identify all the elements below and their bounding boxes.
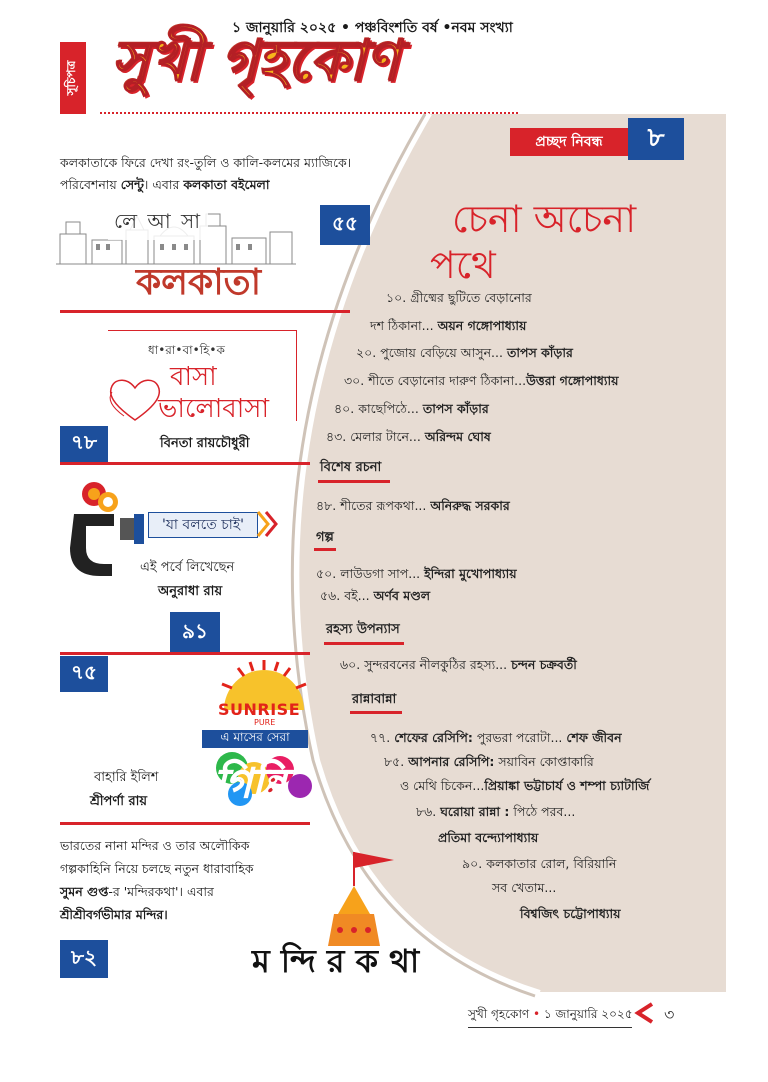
serial-title-line2: ভালোবাসা <box>158 394 269 424</box>
cover-label-banner <box>510 128 628 156</box>
toc-item[interactable]: ৪৮. শীতের রূপকথা... অনিরুদ্ধ সরকার <box>316 498 510 513</box>
section-divider <box>60 310 350 313</box>
magazine-title: সুখী গৃহকোণ <box>112 29 400 94</box>
kolkata-page-number: ৫৫ <box>320 205 370 245</box>
section-heading-cooking: রান্নাবান্না <box>352 692 397 707</box>
chevron-right-icon <box>256 510 280 538</box>
cover-page-number: ৮ <box>628 118 684 160</box>
toc-item[interactable]: ৬০. সুন্দরবনের নীলকুঠির রহস্য... চন্দন চক্রবর্তী <box>340 657 577 672</box>
toc-item[interactable]: ৪৩. মেলার টানে... অরিন্দম ঘোষ <box>326 429 491 444</box>
toc-item[interactable]: বিশ্বজিৎ চট্টোপাধ্যায় <box>520 906 621 921</box>
toc-item[interactable]: ও মেথি চিকেন...প্রিয়াঙ্কা ভট্টাচার্য ও শম্পা চ্যাটার্জি <box>400 778 650 793</box>
cover-title-line2: পথে <box>430 243 496 287</box>
toc-item[interactable]: সব খেতাম... <box>492 880 557 895</box>
footer-title: সুখী গৃহকোণ <box>468 1007 530 1021</box>
section-underline <box>350 711 402 714</box>
opinion-line: এই পর্বে লিখেছেন <box>140 560 235 575</box>
temple-logo: ম ন্দি র ক থা <box>252 942 420 980</box>
toc-item[interactable]: ৩০. শীতে বেড়ানোর দারুণ ঠিকানা...উত্তরা গঙ্গোপাধ্যায় <box>344 373 619 388</box>
ginni-title: গিন্নি <box>214 761 286 807</box>
section-heading-story: গল্প <box>316 530 334 545</box>
index-label: সূচিপত্র <box>64 60 78 96</box>
toc-item[interactable]: ৮৬. ঘরোয়া রান্না : পিঠে পরব... <box>416 804 576 819</box>
sunrise-brand-sub: PURE <box>254 718 276 727</box>
cover-label: প্রচ্ছদ নিবন্ধ <box>535 134 603 150</box>
opinion-page-number: ৯১ <box>170 612 220 654</box>
recipe-caption: বাহারি ইলিশ <box>94 770 159 785</box>
dateline: ১ জানুয়ারি ২০২৫ • পঞ্চবিংশতি বর্ষ •নবম সংখ্যা <box>232 20 513 36</box>
section-heading-special: বিশেষ রচনা <box>320 460 382 475</box>
sunrise-page-number: ৭৫ <box>60 656 108 692</box>
section-underline <box>314 548 336 551</box>
footer-page-number: ৩ <box>664 1005 675 1024</box>
opinion-banner-text: 'যা বলতে চাই' <box>162 517 244 533</box>
toc-item[interactable]: দশ ঠিকানা... অয়ন গঙ্গোপাধ্যায় <box>370 318 527 333</box>
section-underline <box>318 480 390 483</box>
month-best-ribbon <box>202 730 308 748</box>
cover-title-line1: চেনা অচেনা <box>452 197 637 241</box>
toc-item[interactable]: ৫৬. বই... অর্ণব মণ্ডল <box>320 588 431 603</box>
sunrise-brand: SUNRISE <box>218 700 301 719</box>
toc-item[interactable]: ১০. গ্রীষ্মের ছুটিতে বেড়ানোর <box>386 290 532 305</box>
temple-page-number: ৮২ <box>60 940 108 978</box>
chevron-left-icon <box>634 1002 656 1024</box>
toc-item[interactable]: ৮৫. আপনার রেসিপি: সয়াবিন কোপ্তাকারি <box>384 754 594 769</box>
section-underline <box>324 642 404 645</box>
recipe-author: শ্রীপর্ণা রায় <box>90 794 148 809</box>
toc-item[interactable]: ৯০. কলকাতার রোল, বিরিয়ানি <box>462 856 617 871</box>
heart-icon <box>104 372 166 424</box>
kolkata-logo-big: কলকাতা <box>136 262 262 303</box>
kolkata-description: কলকাতাকে ফিরে দেখা রং-তুলি ও কালি-কলমের ম্যাজিকে। পরিবেশনায় সেন্টু। এবার কলকাতা বইমেলা <box>60 155 352 192</box>
serial-author: বিনতা রায়চৌধুরী <box>160 436 250 451</box>
section-divider <box>60 822 310 825</box>
section-divider <box>60 652 310 655</box>
section-heading-mystery: রহস্য উপন্যাস <box>326 622 400 637</box>
footer-credit: সুখী গৃহকোণ • ১ জানুয়ারি ২০২৫ <box>468 1006 632 1028</box>
toc-item[interactable]: ৪০. কাছেপিঠে... তাপস কাঁড়ার <box>334 401 489 416</box>
section-divider <box>60 462 310 465</box>
opinion-banner <box>148 512 258 538</box>
footer-date: ১ জানুয়ারি ২০২৫ <box>543 1007 633 1021</box>
serial-title-line1: বাসা <box>170 362 217 392</box>
toc-item[interactable]: ৫০. লাউডগা সাপ... ইন্দিরা মুখোপাধ্যায় <box>316 566 517 581</box>
toc-item[interactable]: ৭৭. শেফের রেসিপি: পুরভরা পরোটা... শেফ জীবন <box>370 730 622 745</box>
toc-item[interactable]: প্রতিমা বন্দ্যোপাধ্যায় <box>438 830 539 845</box>
temple-description: ভারতের নানা মন্দির ও তার অলৌকিক গল্পকাহিনি নিয়ে চলছে নতুন ধারাবাহিক সুমন গুপ্ত-র 'মন্দিরকথা'। এবার শ্রীশ্রীবর্গভীমার মন্দির। <box>60 838 254 922</box>
opinion-author: অনুরাধা রায় <box>158 584 223 599</box>
kolkata-logo-small: লে আ সা <box>108 207 208 240</box>
ribbon-label: এ মাসের সেরা <box>220 730 290 744</box>
serial-label: ধা•রা•বা•হি•ক <box>144 342 229 362</box>
toc-item[interactable]: ২০. পুজোয় বেড়িয়ে আসুন... তাপস কাঁড়ার <box>356 345 573 360</box>
serial-page-number: ৭৮ <box>60 426 108 462</box>
